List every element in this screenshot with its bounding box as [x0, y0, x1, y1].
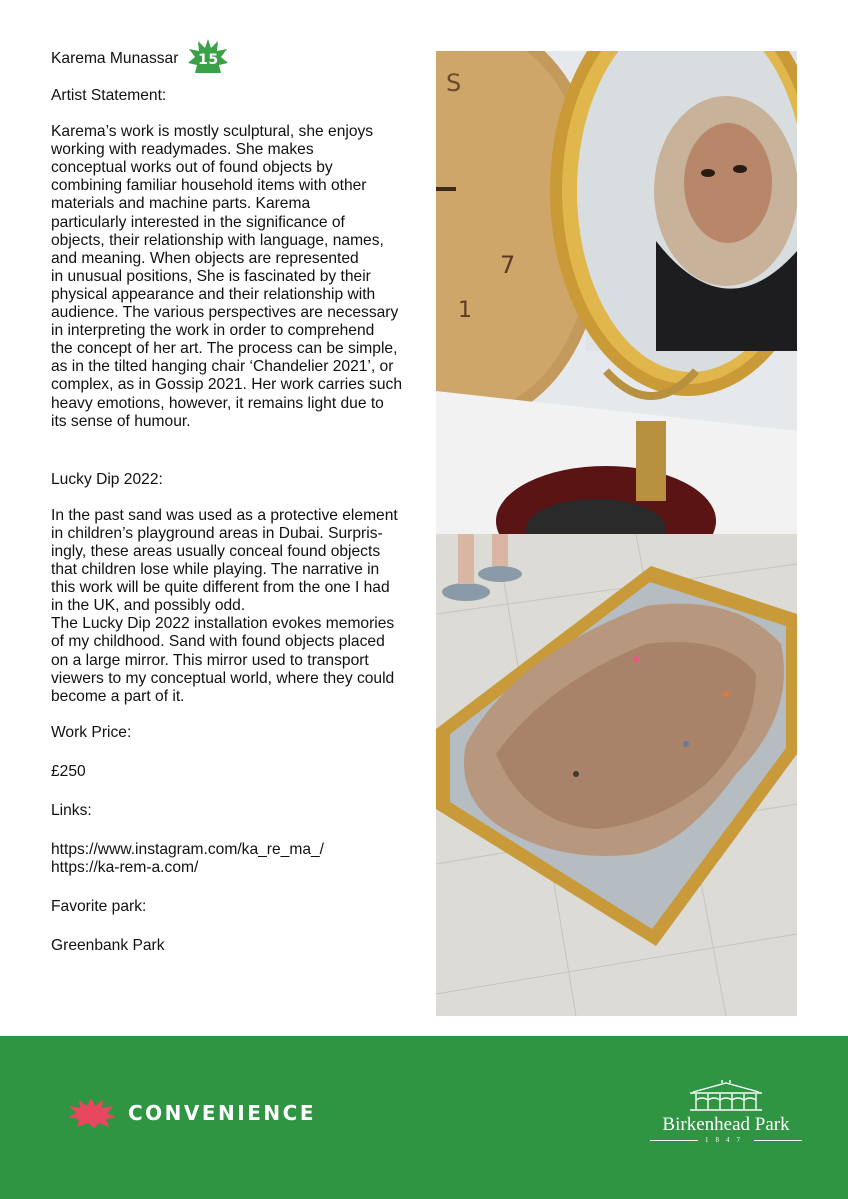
statement-body — [51, 123, 423, 431]
svg-text:1: 1 — [458, 298, 472, 323]
artist-mirror-photo — [436, 51, 797, 534]
svg-text:S: S — [446, 69, 462, 97]
statement-line: objects, their relationship with language, names, — [51, 231, 384, 249]
red-star-burst-icon — [66, 1098, 116, 1128]
convenience-brand — [66, 1098, 316, 1128]
artist-number: 15 — [198, 52, 219, 68]
park-logo-name: Birkenhead Park — [662, 1114, 790, 1135]
statement-line: and meaning. When objects are represented — [51, 249, 359, 267]
work-line: ingly, these areas usually conceal found objects — [51, 542, 381, 560]
artist-header — [51, 47, 423, 71]
work-line: that children lose while playing. The narrative in — [51, 561, 380, 579]
work-line: of my childhood. Sand with found objects placed — [51, 633, 385, 651]
statement-line: in unusual positions, She is fascinated by their — [51, 267, 371, 285]
instagram-link[interactable]: https://www.instagram.com/ka_re_ma_/ — [51, 841, 324, 859]
statement-line: complex, as in Gossip 2021. Her work carries such — [51, 376, 402, 394]
work-line: on a large mirror. This mirror used to transport — [51, 651, 369, 669]
price-value: £250 — [51, 762, 86, 780]
pavilion-icon — [648, 1080, 804, 1114]
statement-line: the concept of her art. The process can be simple, — [51, 340, 398, 358]
statement-line: combining familiar household items with other — [51, 177, 367, 195]
statement-line: heavy emotions, however, it remains light due to — [51, 394, 384, 412]
statement-line: audience. The various perspectives are necessary — [51, 304, 399, 322]
statement-line: in interpreting the work in order to comprehend — [51, 322, 375, 340]
work-line: become a part of it. — [51, 687, 185, 705]
text-column — [51, 47, 423, 955]
lucky-dip-photo — [436, 534, 797, 1016]
park-logo-year: 1847 — [705, 1136, 747, 1144]
statement-line: conceptual works out of found objects by — [51, 159, 333, 177]
work-line: this work will be quite different from the one I had — [51, 579, 390, 597]
park-value: Greenbank Park — [51, 937, 165, 955]
work-line: in the UK, and possibly odd. — [51, 597, 246, 615]
svg-text:7: 7 — [500, 251, 516, 279]
work-line: viewers to my conceptual world, where they could — [51, 669, 395, 687]
work-line: in children’s playground areas in Dubai. Surpris- — [51, 524, 383, 542]
statement-line: Karema’s work is mostly sculptural, she enjoys — [51, 123, 374, 141]
website-link[interactable]: https://ka-rem-a.com/ — [51, 859, 199, 877]
statement-line: particularly interested in the significance of — [51, 213, 345, 231]
statement-line: as in the tilted hanging chair ‘Chandelier 2021’, or — [51, 358, 394, 376]
statement-line: physical appearance and their relationship with — [51, 285, 376, 303]
statement-line: its sense of humour. — [51, 412, 191, 430]
artist-number-badge — [188, 39, 228, 73]
birkenhead-park-logo — [648, 1080, 804, 1146]
statement-line: materials and machine parts. Karema — [51, 195, 311, 213]
work-line: The Lucky Dip 2022 installation evokes memories — [51, 615, 395, 633]
price-heading: Work Price: — [51, 723, 132, 741]
brand-name: CONVENIENCE — [128, 1101, 316, 1125]
work-line: In the past sand was used as a protective element — [51, 506, 398, 524]
links-heading: Links: — [51, 802, 92, 819]
park-heading: Favorite park: — [51, 898, 147, 916]
work-body — [51, 507, 423, 706]
artist-name: Karema Munassar — [51, 49, 179, 67]
statement-line: working with readymades. She makes — [51, 141, 314, 159]
work-heading: Lucky Dip 2022: — [51, 470, 163, 488]
statement-heading: Artist Statement: — [51, 87, 167, 104]
